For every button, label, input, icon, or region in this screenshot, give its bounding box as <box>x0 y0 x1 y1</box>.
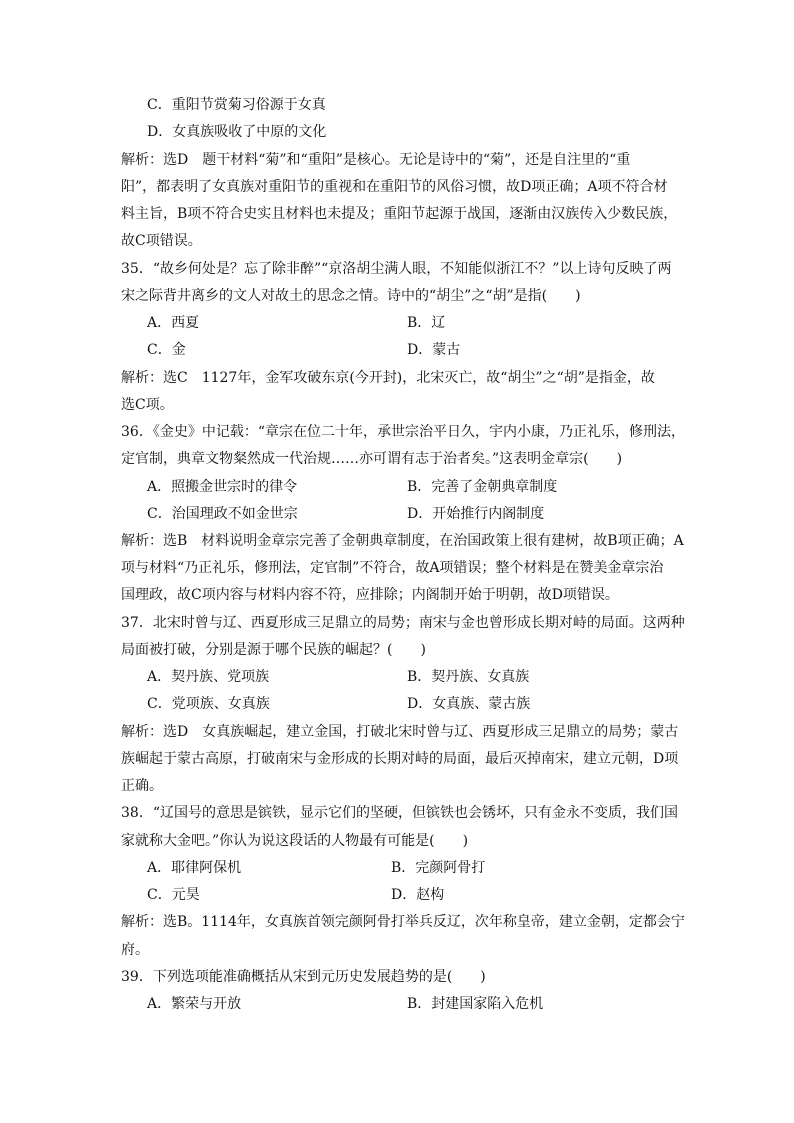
q36-option-d: D．开始推行内阁制度 <box>407 506 545 522</box>
q37-stem-line-1: 37．北宋时曾与辽、西夏形成三足鼎立的局势；南宋与金也曾形成长期对峙的局面。这两种 <box>121 615 685 631</box>
q35-option-d: D．蒙古 <box>407 342 461 358</box>
q37-option-a: A．契丹族、党项族 <box>147 669 270 685</box>
q36-option-a: A．照搬金世宗时的律令 <box>147 479 298 495</box>
q34-option-c: C．重阳节赏菊习俗源于女真 <box>147 97 326 113</box>
q34-analysis-line-3: 料主旨，B项不符合史实且材料也未提及；重阳节起源于战国，逐渐由汉族传入少数民族， <box>121 206 678 222</box>
q38-option-d: D．赵构 <box>391 887 445 903</box>
q38-option-b: B．完颜阿骨打 <box>391 860 486 876</box>
q37-option-c: C．党项族、女真族 <box>147 696 270 712</box>
q39-stem-line-1: 39．下列选项能准确概括从宋到元历史发展趋势的是( ) <box>121 969 486 985</box>
q36-analysis-line-1: 解析：选B 材料说明金章宗完善了金朝典章制度，在治国政策上很有建树，故B项正确；A <box>121 533 684 549</box>
q35-stem-line-1: 35．“故乡何处是？忘了除非醉”“京洛胡尘满人眼，不知能似浙江不？”以上诗句反映了两 <box>121 261 672 277</box>
q35-analysis-line-2: 选C项。 <box>121 397 174 413</box>
q36-option-b: B．完善了金朝典章制度 <box>407 479 558 495</box>
q37-option-b: B．契丹族、女真族 <box>407 669 530 685</box>
q34-option-d: D．女真族吸收了中原的文化 <box>147 124 327 140</box>
q35-stem-line-2: 宋之际背井离乡的文人对故土的思念之情。诗中的“胡尘”之“胡”是指( ) <box>121 288 581 304</box>
q38-analysis-line-2: 府。 <box>121 942 149 958</box>
q34-analysis-line-4: 故C项错误。 <box>121 233 202 249</box>
q38-option-c: C．元昊 <box>147 887 200 903</box>
q39-option-b: B．封建国家陷入危机 <box>407 996 544 1012</box>
q36-analysis-line-2: 项与材料“乃正礼乐，修刑法，定官制”不符合，故A项错误；整个材料是在赞美金章宗治 <box>121 560 664 576</box>
q36-stem-line-2: 定官制，典章文物粲然成一代治规……亦可谓有志于治者矣。”这表明金章宗( ) <box>121 451 623 467</box>
q38-option-a: A．耶律阿保机 <box>147 860 242 876</box>
q37-analysis-line-2: 族崛起于蒙古高原，打破南宋与金形成的长期对峙的局面，最后灭掉南宋，建立元朝，D项 <box>121 751 679 767</box>
q38-stem-line-2: 家就称大金吧。”你认为说这段话的人物最有可能是( ) <box>121 833 469 849</box>
q35-option-a: A．西夏 <box>147 315 200 331</box>
q39-option-a: A．繁荣与开放 <box>147 996 242 1012</box>
q38-analysis-line-1: 解析：选B。1114年，女真族首领完颜阿骨打举兵反辽，次年称皇帝，建立金朝，定都会宁 <box>121 914 685 930</box>
q35-option-c: C．金 <box>147 342 186 358</box>
q37-analysis-line-3: 正确。 <box>121 778 163 794</box>
q34-analysis-line-2: 阳”，都表明了女真族对重阳节的重视和在重阳节的风俗习惯，故D项正确；A项不符合材 <box>121 179 668 195</box>
q37-analysis-line-1: 解析：选D 女真族崛起，建立金国，打破北宋时曾与辽、西夏形成三足鼎立的局势；蒙古 <box>121 724 679 740</box>
q35-option-b: B．辽 <box>407 315 446 331</box>
q34-analysis-line-1: 解析：选D 题干材料“菊”和“重阳”是核心。无论是诗中的“菊”，还是自注里的“重 <box>121 152 631 168</box>
q38-stem-line-1: 38．“辽国号的意思是镔铁，显示它们的坚硬，但镔铁也会锈坏，只有金永不变质，我们国 <box>121 805 678 821</box>
q37-option-d: D．女真族、蒙古族 <box>407 696 531 712</box>
q36-stem-line-1: 36．《金史》中记载：“章宗在位二十年，承世宗治平日久，宇内小康，乃正礼乐，修刑法， <box>121 424 685 440</box>
q36-analysis-line-3: 国理政，故C项内容与材料内容不符，应排除；内阁制开始于明朝，故D项错误。 <box>121 587 619 603</box>
q37-stem-line-2: 局面被打破，分别是源于哪个民族的崛起？( ) <box>121 642 426 658</box>
q36-option-c: C．治国理政不如金世宗 <box>147 506 298 522</box>
q35-analysis-line-1: 解析：选C 1127年，金军攻破东京(今开封)，北宋灭亡，故“胡尘”之“胡”是指金，故 <box>121 370 655 386</box>
